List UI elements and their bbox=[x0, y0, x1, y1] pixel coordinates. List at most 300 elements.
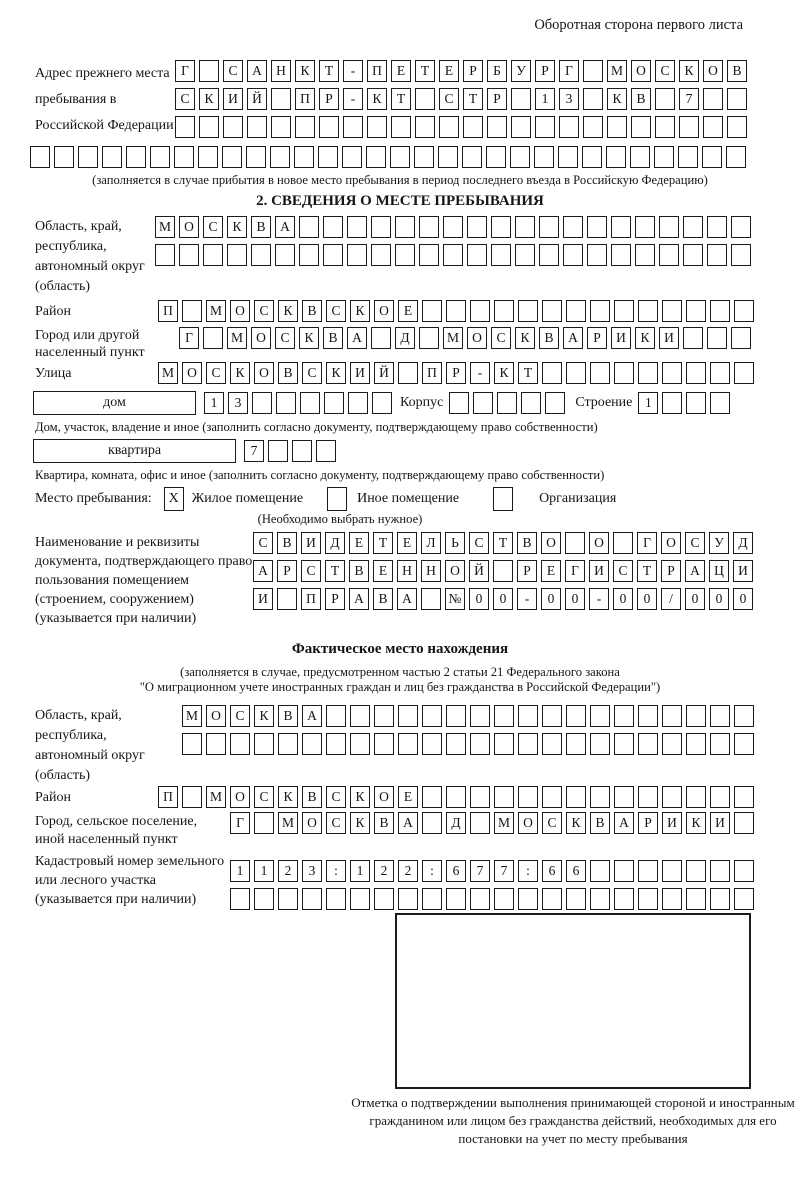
char-cell[interactable] bbox=[446, 300, 466, 322]
char-cell[interactable] bbox=[563, 244, 583, 266]
char-cell[interactable] bbox=[494, 786, 514, 808]
char-cell[interactable] bbox=[710, 860, 730, 882]
char-cell[interactable]: Т bbox=[319, 60, 339, 82]
char-cell[interactable]: М bbox=[227, 327, 247, 349]
char-cell[interactable]: Г bbox=[565, 560, 585, 582]
char-cell[interactable] bbox=[150, 146, 170, 168]
char-cell[interactable]: 0 bbox=[469, 588, 489, 610]
char-cell[interactable] bbox=[734, 300, 754, 322]
char-cell[interactable]: : bbox=[422, 860, 442, 882]
char-cell[interactable]: И bbox=[350, 362, 370, 384]
char-cell[interactable]: В bbox=[727, 60, 747, 82]
char-cell[interactable] bbox=[199, 60, 219, 82]
char-cell[interactable]: А bbox=[253, 560, 273, 582]
char-cell[interactable]: С bbox=[469, 532, 489, 554]
char-cell[interactable] bbox=[467, 216, 487, 238]
char-cell[interactable]: № bbox=[445, 588, 465, 610]
char-cell[interactable] bbox=[731, 244, 751, 266]
char-cell[interactable] bbox=[638, 786, 658, 808]
char-cell[interactable] bbox=[566, 733, 586, 755]
char-cell[interactable]: С bbox=[230, 705, 250, 727]
char-cell[interactable] bbox=[638, 888, 658, 910]
char-cell[interactable]: Д bbox=[733, 532, 753, 554]
char-cell[interactable]: Й bbox=[469, 560, 489, 582]
char-cell[interactable] bbox=[587, 244, 607, 266]
char-cell[interactable]: К bbox=[350, 300, 370, 322]
char-cell[interactable] bbox=[449, 392, 469, 414]
char-cell[interactable] bbox=[390, 146, 410, 168]
char-cell[interactable] bbox=[566, 300, 586, 322]
char-cell[interactable] bbox=[590, 300, 610, 322]
char-cell[interactable]: И bbox=[733, 560, 753, 582]
char-cell[interactable] bbox=[462, 146, 482, 168]
char-cell[interactable]: И bbox=[611, 327, 631, 349]
char-cell[interactable] bbox=[683, 216, 703, 238]
char-cell[interactable]: 1 bbox=[350, 860, 370, 882]
char-cell[interactable] bbox=[662, 705, 682, 727]
char-cell[interactable] bbox=[638, 860, 658, 882]
char-cell[interactable] bbox=[295, 116, 315, 138]
char-cell[interactable] bbox=[566, 786, 586, 808]
char-cell[interactable] bbox=[302, 733, 322, 755]
char-cell[interactable]: С bbox=[326, 786, 346, 808]
char-cell[interactable] bbox=[292, 440, 312, 462]
char-cell[interactable]: - bbox=[343, 60, 363, 82]
char-cell[interactable] bbox=[277, 588, 297, 610]
char-cell[interactable] bbox=[251, 244, 271, 266]
char-cell[interactable] bbox=[30, 146, 50, 168]
char-cell[interactable]: В bbox=[302, 786, 322, 808]
char-cell[interactable] bbox=[347, 244, 367, 266]
char-cell[interactable]: Т bbox=[391, 88, 411, 110]
char-cell[interactable] bbox=[372, 392, 392, 414]
char-cell[interactable]: С bbox=[254, 300, 274, 322]
char-cell[interactable] bbox=[271, 116, 291, 138]
char-cell[interactable]: 3 bbox=[302, 860, 322, 882]
char-cell[interactable]: К bbox=[367, 88, 387, 110]
char-cell[interactable] bbox=[614, 705, 634, 727]
char-cell[interactable] bbox=[473, 392, 493, 414]
char-cell[interactable]: Т bbox=[493, 532, 513, 554]
char-cell[interactable] bbox=[470, 705, 490, 727]
char-cell[interactable] bbox=[326, 705, 346, 727]
char-cell[interactable]: 7 bbox=[244, 440, 264, 462]
char-cell[interactable] bbox=[78, 146, 98, 168]
char-cell[interactable] bbox=[302, 888, 322, 910]
char-cell[interactable]: - bbox=[470, 362, 490, 384]
char-cell[interactable] bbox=[710, 705, 730, 727]
char-cell[interactable] bbox=[367, 116, 387, 138]
char-cell[interactable]: И bbox=[223, 88, 243, 110]
char-cell[interactable] bbox=[422, 733, 442, 755]
char-cell[interactable]: В bbox=[302, 300, 322, 322]
char-cell[interactable] bbox=[422, 705, 442, 727]
char-cell[interactable] bbox=[350, 888, 370, 910]
char-cell[interactable] bbox=[254, 812, 274, 834]
char-cell[interactable] bbox=[374, 705, 394, 727]
char-cell[interactable] bbox=[374, 733, 394, 755]
char-cell[interactable]: А bbox=[349, 588, 369, 610]
char-cell[interactable] bbox=[686, 860, 706, 882]
char-cell[interactable]: Л bbox=[421, 532, 441, 554]
char-cell[interactable]: П bbox=[422, 362, 442, 384]
char-cell[interactable]: В bbox=[323, 327, 343, 349]
char-cell[interactable] bbox=[635, 216, 655, 238]
char-cell[interactable]: Г bbox=[230, 812, 250, 834]
char-cell[interactable] bbox=[734, 733, 754, 755]
char-cell[interactable] bbox=[326, 733, 346, 755]
char-cell[interactable]: О bbox=[631, 60, 651, 82]
char-cell[interactable]: Р bbox=[661, 560, 681, 582]
char-cell[interactable] bbox=[566, 888, 586, 910]
char-cell[interactable] bbox=[542, 362, 562, 384]
char-cell[interactable]: С bbox=[685, 532, 705, 554]
char-cell[interactable] bbox=[662, 860, 682, 882]
char-cell[interactable] bbox=[655, 88, 675, 110]
char-cell[interactable]: В bbox=[373, 588, 393, 610]
char-cell[interactable]: 0 bbox=[493, 588, 513, 610]
char-cell[interactable]: Р bbox=[517, 560, 537, 582]
char-cell[interactable] bbox=[710, 888, 730, 910]
char-cell[interactable]: Г bbox=[559, 60, 579, 82]
char-cell[interactable] bbox=[590, 860, 610, 882]
char-cell[interactable]: Й bbox=[374, 362, 394, 384]
char-cell[interactable]: К bbox=[350, 812, 370, 834]
char-cell[interactable] bbox=[419, 244, 439, 266]
stay-type-checkbox-zhiloe[interactable]: X bbox=[164, 487, 184, 511]
char-cell[interactable] bbox=[491, 216, 511, 238]
char-cell[interactable] bbox=[414, 146, 434, 168]
char-cell[interactable] bbox=[534, 146, 554, 168]
char-cell[interactable] bbox=[686, 733, 706, 755]
char-cell[interactable]: Т bbox=[463, 88, 483, 110]
char-cell[interactable]: А bbox=[685, 560, 705, 582]
char-cell[interactable] bbox=[590, 705, 610, 727]
char-cell[interactable] bbox=[446, 705, 466, 727]
char-cell[interactable]: Б bbox=[487, 60, 507, 82]
char-cell[interactable] bbox=[655, 116, 675, 138]
char-cell[interactable] bbox=[734, 860, 754, 882]
char-cell[interactable] bbox=[727, 116, 747, 138]
char-cell[interactable]: Н bbox=[397, 560, 417, 582]
char-cell[interactable]: В bbox=[517, 532, 537, 554]
char-cell[interactable] bbox=[611, 244, 631, 266]
stay-type-checkbox-org[interactable] bbox=[493, 487, 513, 511]
char-cell[interactable] bbox=[326, 888, 346, 910]
char-cell[interactable] bbox=[662, 786, 682, 808]
char-cell[interactable] bbox=[494, 733, 514, 755]
char-cell[interactable]: О bbox=[703, 60, 723, 82]
char-cell[interactable]: И bbox=[253, 588, 273, 610]
char-cell[interactable]: Р bbox=[638, 812, 658, 834]
char-cell[interactable]: И bbox=[662, 812, 682, 834]
char-cell[interactable] bbox=[247, 116, 267, 138]
char-cell[interactable] bbox=[323, 216, 343, 238]
char-cell[interactable]: М bbox=[443, 327, 463, 349]
char-cell[interactable] bbox=[662, 300, 682, 322]
char-cell[interactable] bbox=[463, 116, 483, 138]
char-cell[interactable]: В bbox=[349, 560, 369, 582]
char-cell[interactable] bbox=[438, 146, 458, 168]
char-cell[interactable] bbox=[470, 733, 490, 755]
char-cell[interactable]: 6 bbox=[446, 860, 466, 882]
char-cell[interactable]: К bbox=[278, 300, 298, 322]
char-cell[interactable]: 3 bbox=[559, 88, 579, 110]
char-cell[interactable] bbox=[734, 888, 754, 910]
char-cell[interactable] bbox=[422, 888, 442, 910]
char-cell[interactable] bbox=[486, 146, 506, 168]
char-cell[interactable]: Е bbox=[398, 786, 418, 808]
char-cell[interactable] bbox=[395, 244, 415, 266]
char-cell[interactable]: С bbox=[613, 560, 633, 582]
char-cell[interactable] bbox=[470, 786, 490, 808]
char-cell[interactable]: 7 bbox=[494, 860, 514, 882]
char-cell[interactable]: А bbox=[614, 812, 634, 834]
char-cell[interactable]: С bbox=[542, 812, 562, 834]
char-cell[interactable] bbox=[638, 705, 658, 727]
char-cell[interactable] bbox=[518, 300, 538, 322]
char-cell[interactable]: 0 bbox=[613, 588, 633, 610]
char-cell[interactable] bbox=[54, 146, 74, 168]
char-cell[interactable] bbox=[710, 733, 730, 755]
char-cell[interactable] bbox=[635, 244, 655, 266]
char-cell[interactable]: 0 bbox=[709, 588, 729, 610]
char-cell[interactable] bbox=[582, 146, 602, 168]
char-cell[interactable]: 1 bbox=[254, 860, 274, 882]
char-cell[interactable]: 0 bbox=[685, 588, 705, 610]
char-cell[interactable]: О bbox=[251, 327, 271, 349]
char-cell[interactable]: С bbox=[203, 216, 223, 238]
char-cell[interactable] bbox=[199, 116, 219, 138]
char-cell[interactable]: М bbox=[607, 60, 627, 82]
char-cell[interactable] bbox=[419, 327, 439, 349]
char-cell[interactable] bbox=[494, 300, 514, 322]
char-cell[interactable] bbox=[203, 327, 223, 349]
char-cell[interactable] bbox=[662, 392, 682, 414]
char-cell[interactable] bbox=[323, 244, 343, 266]
char-cell[interactable] bbox=[614, 786, 634, 808]
char-cell[interactable]: В bbox=[539, 327, 559, 349]
char-cell[interactable] bbox=[542, 786, 562, 808]
char-cell[interactable] bbox=[638, 733, 658, 755]
char-cell[interactable]: А bbox=[398, 812, 418, 834]
char-cell[interactable]: 0 bbox=[733, 588, 753, 610]
char-cell[interactable] bbox=[702, 146, 722, 168]
char-cell[interactable] bbox=[391, 116, 411, 138]
char-cell[interactable] bbox=[350, 733, 370, 755]
char-cell[interactable]: Р bbox=[325, 588, 345, 610]
char-cell[interactable] bbox=[300, 392, 320, 414]
char-cell[interactable] bbox=[545, 392, 565, 414]
char-cell[interactable] bbox=[707, 244, 727, 266]
char-cell[interactable]: И bbox=[659, 327, 679, 349]
char-cell[interactable] bbox=[299, 244, 319, 266]
char-cell[interactable] bbox=[467, 244, 487, 266]
char-cell[interactable]: О bbox=[374, 786, 394, 808]
char-cell[interactable] bbox=[371, 216, 391, 238]
char-cell[interactable] bbox=[350, 705, 370, 727]
char-cell[interactable] bbox=[614, 888, 634, 910]
char-cell[interactable]: О bbox=[467, 327, 487, 349]
char-cell[interactable]: С bbox=[275, 327, 295, 349]
char-cell[interactable] bbox=[659, 244, 679, 266]
char-cell[interactable]: О bbox=[541, 532, 561, 554]
char-cell[interactable] bbox=[443, 216, 463, 238]
char-cell[interactable] bbox=[611, 216, 631, 238]
char-cell[interactable] bbox=[734, 362, 754, 384]
char-cell[interactable]: О bbox=[254, 362, 274, 384]
char-cell[interactable] bbox=[155, 244, 175, 266]
char-cell[interactable] bbox=[521, 392, 541, 414]
char-cell[interactable]: 6 bbox=[542, 860, 562, 882]
char-cell[interactable] bbox=[398, 733, 418, 755]
char-cell[interactable] bbox=[638, 300, 658, 322]
char-cell[interactable] bbox=[683, 244, 703, 266]
char-cell[interactable] bbox=[422, 786, 442, 808]
char-cell[interactable] bbox=[542, 733, 562, 755]
char-cell[interactable] bbox=[446, 733, 466, 755]
char-cell[interactable] bbox=[102, 146, 122, 168]
char-cell[interactable]: - bbox=[589, 588, 609, 610]
char-cell[interactable]: О bbox=[230, 786, 250, 808]
char-cell[interactable] bbox=[319, 116, 339, 138]
char-cell[interactable] bbox=[583, 116, 603, 138]
char-cell[interactable] bbox=[542, 705, 562, 727]
char-cell[interactable]: М bbox=[206, 786, 226, 808]
char-cell[interactable] bbox=[227, 244, 247, 266]
char-cell[interactable] bbox=[491, 244, 511, 266]
char-cell[interactable] bbox=[686, 392, 706, 414]
char-cell[interactable]: Р bbox=[277, 560, 297, 582]
char-cell[interactable]: В bbox=[590, 812, 610, 834]
char-cell[interactable] bbox=[270, 146, 290, 168]
char-cell[interactable] bbox=[398, 888, 418, 910]
char-cell[interactable] bbox=[254, 733, 274, 755]
char-cell[interactable]: Д bbox=[325, 532, 345, 554]
char-cell[interactable] bbox=[398, 705, 418, 727]
char-cell[interactable]: В bbox=[631, 88, 651, 110]
char-cell[interactable] bbox=[558, 146, 578, 168]
char-cell[interactable]: 1 bbox=[535, 88, 555, 110]
char-cell[interactable] bbox=[662, 362, 682, 384]
char-cell[interactable] bbox=[686, 705, 706, 727]
char-cell[interactable] bbox=[422, 812, 442, 834]
char-cell[interactable]: Е bbox=[439, 60, 459, 82]
char-cell[interactable] bbox=[268, 440, 288, 462]
char-cell[interactable]: М bbox=[494, 812, 514, 834]
char-cell[interactable]: К bbox=[230, 362, 250, 384]
char-cell[interactable]: В bbox=[374, 812, 394, 834]
char-cell[interactable] bbox=[246, 146, 266, 168]
char-cell[interactable]: 1 bbox=[230, 860, 250, 882]
char-cell[interactable]: П bbox=[295, 88, 315, 110]
char-cell[interactable] bbox=[347, 216, 367, 238]
char-cell[interactable]: С bbox=[302, 362, 322, 384]
char-cell[interactable] bbox=[182, 786, 202, 808]
char-cell[interactable] bbox=[607, 116, 627, 138]
char-cell[interactable]: 7 bbox=[470, 860, 490, 882]
char-cell[interactable] bbox=[398, 362, 418, 384]
char-cell[interactable] bbox=[443, 244, 463, 266]
char-cell[interactable]: К bbox=[607, 88, 627, 110]
char-cell[interactable]: И bbox=[301, 532, 321, 554]
char-cell[interactable] bbox=[686, 362, 706, 384]
char-cell[interactable]: О bbox=[182, 362, 202, 384]
char-cell[interactable]: Т bbox=[325, 560, 345, 582]
char-cell[interactable] bbox=[510, 146, 530, 168]
char-cell[interactable] bbox=[518, 733, 538, 755]
char-cell[interactable]: 1 bbox=[204, 392, 224, 414]
char-cell[interactable]: Е bbox=[349, 532, 369, 554]
char-cell[interactable] bbox=[175, 116, 195, 138]
char-cell[interactable] bbox=[583, 60, 603, 82]
char-cell[interactable] bbox=[710, 300, 730, 322]
char-cell[interactable] bbox=[614, 362, 634, 384]
char-cell[interactable] bbox=[230, 888, 250, 910]
char-cell[interactable] bbox=[446, 786, 466, 808]
char-cell[interactable] bbox=[421, 588, 441, 610]
char-cell[interactable] bbox=[726, 146, 746, 168]
char-cell[interactable]: К bbox=[227, 216, 247, 238]
stay-type-checkbox-inoe[interactable] bbox=[327, 487, 347, 511]
char-cell[interactable]: А bbox=[302, 705, 322, 727]
char-cell[interactable] bbox=[566, 362, 586, 384]
char-cell[interactable] bbox=[276, 392, 296, 414]
char-cell[interactable]: 0 bbox=[565, 588, 585, 610]
char-cell[interactable] bbox=[422, 300, 442, 322]
char-cell[interactable] bbox=[734, 812, 754, 834]
char-cell[interactable]: Й bbox=[247, 88, 267, 110]
char-cell[interactable] bbox=[230, 733, 250, 755]
char-cell[interactable] bbox=[174, 146, 194, 168]
char-cell[interactable]: 2 bbox=[374, 860, 394, 882]
char-cell[interactable] bbox=[565, 532, 585, 554]
char-cell[interactable] bbox=[299, 216, 319, 238]
char-cell[interactable]: К bbox=[350, 786, 370, 808]
char-cell[interactable]: 3 bbox=[228, 392, 248, 414]
char-cell[interactable]: А bbox=[247, 60, 267, 82]
char-cell[interactable] bbox=[734, 786, 754, 808]
char-cell[interactable] bbox=[126, 146, 146, 168]
char-cell[interactable] bbox=[703, 88, 723, 110]
char-cell[interactable] bbox=[679, 116, 699, 138]
char-cell[interactable] bbox=[559, 116, 579, 138]
char-cell[interactable]: Ц bbox=[709, 560, 729, 582]
char-cell[interactable]: П bbox=[158, 300, 178, 322]
char-cell[interactable]: С bbox=[253, 532, 273, 554]
char-cell[interactable] bbox=[271, 88, 291, 110]
char-cell[interactable] bbox=[511, 116, 531, 138]
char-cell[interactable]: О bbox=[206, 705, 226, 727]
char-cell[interactable] bbox=[703, 116, 723, 138]
char-cell[interactable] bbox=[494, 888, 514, 910]
char-cell[interactable] bbox=[515, 216, 535, 238]
char-cell[interactable] bbox=[371, 327, 391, 349]
char-cell[interactable] bbox=[614, 300, 634, 322]
char-cell[interactable]: П bbox=[158, 786, 178, 808]
char-cell[interactable]: К bbox=[635, 327, 655, 349]
char-cell[interactable]: М bbox=[182, 705, 202, 727]
char-cell[interactable]: О bbox=[302, 812, 322, 834]
char-cell[interactable] bbox=[659, 216, 679, 238]
char-cell[interactable]: К bbox=[254, 705, 274, 727]
char-cell[interactable] bbox=[278, 888, 298, 910]
char-cell[interactable] bbox=[179, 244, 199, 266]
char-cell[interactable] bbox=[566, 705, 586, 727]
char-cell[interactable] bbox=[539, 244, 559, 266]
char-cell[interactable] bbox=[515, 244, 535, 266]
char-cell[interactable]: О bbox=[230, 300, 250, 322]
